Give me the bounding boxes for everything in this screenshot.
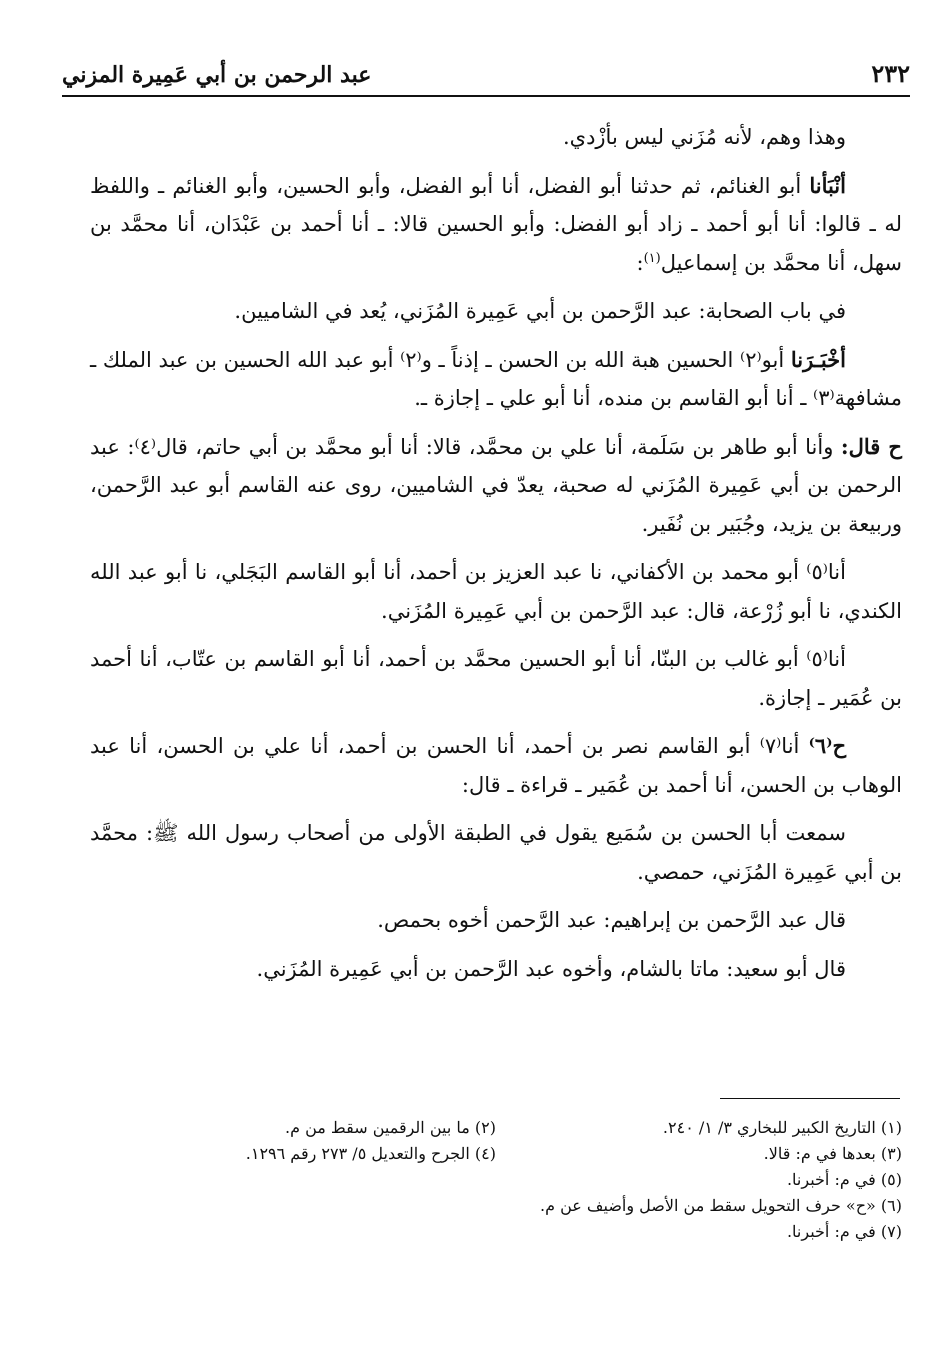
paragraph: أنْبَأنا أبو الغنائم، ثم حدثنا أبو الفضل، أنا أبو الفضل، وأبو الحسين، وأبو الغنائم ـ واللفظ له ـ قالوا: أنا أبو أحمد ـ زاد أبو الفضل: وأبو الحسين قالا: ـ أنا أحمد بن عَبْدَان، أنا محمَّد بن سهل، أنا محمَّد بن إسماعيل$^{(١)}$: [90, 172, 903, 275]
running-title: عبد الرحمن بن أبي عَمِيرة المزني [62, 62, 372, 88]
paragraph: أنا⁽٥⁾ أبو غالب بن البنّا، أنا أبو الحسين محمَّد بن أحمد، أنا أبو القاسم بن عتّاب، أنا أحمد بن عُمَير ـ إجازة. [90, 647, 902, 710]
footnote-rule [720, 1098, 900, 1099]
footnote: (٧) في م: أخبرنا. [786, 1222, 902, 1241]
paragraph: قال عبد الرَّحمن بن إبراهيم: عبد الرَّحمن أخوه بحمص. [377, 908, 846, 932]
paragraph: سمعت أبا الحسن بن سُمَيع يقول في الطبقة الأولى من أصحاب رسول الله ﷺ: محمَّد بن أبي عَمِيرة المُزَني، حمصي. [90, 821, 902, 884]
main-text [90, 118, 902, 998]
footnote: (٢) ما بين الرقمين سقط من م. [285, 1118, 496, 1137]
paragraph: في باب الصحابة: عبد الرَّحمن بن أبي عَمِيرة المُزَني، يُعد في الشاميين. [234, 299, 846, 323]
footnote: (٦) «ح» حرف التحويل سقط من الأصل وأضيف عن م. [540, 1196, 902, 1215]
paragraph: ح قال: وأنا أبو طاهر بن سَلَمة، أنا علي بن محمَّد، قالا: أنا أبو محمَّد بن أبي حاتم، قال⁽٤⁾: عبد الرحمن بن أبي عَمِيرة المُزَني له صحبة، يعدّ في الشاميين، روى عنه القاسم أبو عبد الرَّحمن، وربيعة بن يزيد، وجُبَير بن نُفَير. [90, 433, 902, 536]
footnote: (١) التاريخ الكبير للبخاري ٣/ ١/ ٢٤٠. [662, 1118, 902, 1137]
footnotes [90, 1115, 902, 1245]
header-rule [62, 95, 910, 97]
paragraph: وهذا وهم، لأنه مُزَني ليس بأزْدي. [562, 125, 846, 149]
footnote: (٥) في م: أخبرنا. [786, 1170, 902, 1189]
paragraph: ح⁽٦⁾ أنا⁽٧⁾ أبو القاسم نصر بن أحمد، أنا الحسن بن أحمد، أنا علي بن الحسن، أنا عبد الوهاب بن الحسن، أنا أحمد بن عُمَير ـ قراءة ـ قال: [90, 733, 902, 797]
footnote: (٤) الجرح والتعديل ٥/ ٢٧٣ رقم ١٢٩٦. [245, 1144, 496, 1163]
page-number: ٢٣٢ [871, 59, 910, 88]
paragraph: أنا⁽٥⁾ أبو محمد بن الأكفاني، نا عبد العزيز بن أحمد، أنا أبو القاسم البَجَلي، نا أبو عبد الله الكندي، نا أبو زُرْعة، قال: عبد الرَّحمن بن أبي عَمِيرة المُزَني. [90, 560, 902, 623]
page-header [62, 48, 910, 88]
paragraph: قال أبو سعيد: ماتا بالشام، وأخوه عبد الرَّحمن بن أبي عَمِيرة المُزَني. [256, 956, 846, 981]
paragraph: أخْبَـرَنا أبو⁽٢⁾ الحسين هبة الله بن الحسن ـ إذناً ـ و⁽٢⁾ أبو عبد الله الحسين بن عبد الملك ـ مشافهة⁽٣⁾ ـ أنا أبو القاسم بن منده، أنا أبو علي ـ إجازة ـ. [90, 346, 902, 410]
footnote: (٣) بعدها في م: قالا. [763, 1144, 902, 1163]
